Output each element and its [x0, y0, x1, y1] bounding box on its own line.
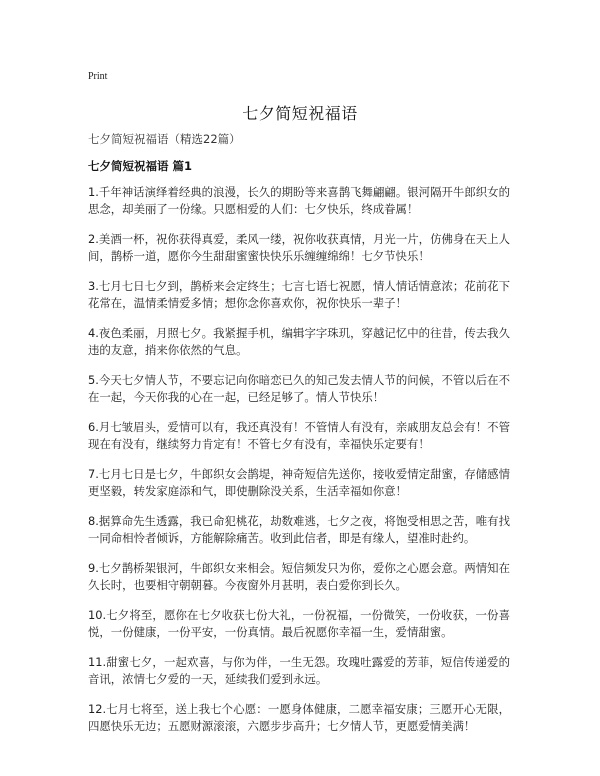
- paragraph-4: 4.夜色柔丽，月照七夕。我紧握手机，编辑字字珠玑，穿越记忆中的往昔，传去我久违的友意，捎来你依然的气息。: [88, 326, 510, 357]
- paragraph-1: 1.千年神话演绎着经典的浪漫，长久的期盼等来喜鹊飞舞翩翩。银河隔开牛郎织女的思念，却美丽了一份缘。只愿相爱的人们：七夕快乐，终成眷属！: [88, 185, 510, 216]
- paragraph-12: 12.七月七将至，送上我七个心愿：一愿身体健康，二愿幸福安康；三愿开心无限，四愿快乐无边；五愿财源滚滚，六愿步步高升；七夕情人节，更愿爱情美满！: [88, 702, 510, 733]
- print-label[interactable]: Print: [88, 71, 108, 82]
- paragraph-2: 2.美酒一杯，祝你获得真爱，柔风一缕，祝你收获真情，月光一片，仿佛身在天上人间，鹊桥一道，愿你今生甜甜蜜蜜快快乐乐缠缠绵绵！七夕节快乐！: [88, 232, 510, 263]
- paragraph-8: 8.据算命先生透露，我已命犯桃花，劫数难逃，七夕之夜，将饱受相思之苦，唯有找一同命相怜者倾诉，方能解除痛苦。收到此信者，即是有缘人，望准时赴约。: [88, 514, 510, 545]
- paragraph-7: 7.七月七日是七夕，牛郎织女会鹊堤，神奇短信先送你，接收爱情定甜蜜，存储感情更坚毅，转发家庭添和气，即使删除没关系，生活幸福如你意！: [88, 467, 510, 498]
- document-subtitle: 七夕简短祝福语（精选22篇）: [88, 132, 241, 146]
- section-heading: 七夕简短祝福语 篇1: [88, 159, 193, 173]
- document-title: 七夕简短祝福语: [242, 104, 358, 123]
- paragraph-5: 5.今天七夕情人节，不要忘记向你暗恋已久的知己发去情人节的问候，不管以后在不在一起，今天你我的心在一起，已经足够了。情人节快乐！: [88, 373, 510, 404]
- paragraph-6: 6.月七皱眉头，爱情可以有，我还真没有！不管情人有没有，亲戚朋友总会有！不管现在有没有，继续努力肯定有！不管七夕有没有，幸福快乐定要有！: [88, 420, 510, 451]
- paragraph-3: 3.七月七日七夕到，鹊桥来会定终生；七言七语七祝愿，情人情话情意浓；花前花下花常在，温情柔情爱多情；想你念你喜欢你，祝你快乐一辈子！: [88, 279, 510, 310]
- paragraph-list: [88, 184, 510, 748]
- paragraph-11: 11.甜蜜七夕，一起欢喜，与你为伴，一生无怨。玫瑰吐露爱的芳菲，短信传递爱的音讯，浓情七夕爱的一天，延续我们爱到永远。: [88, 655, 510, 686]
- paragraph-10: 10.七夕将至，愿你在七夕收获七份大礼，一份祝福，一份微笑，一份收获，一份喜悦，一份健康，一份平安，一份真情。最后祝愿你幸福一生，爱情甜蜜。: [88, 608, 510, 639]
- paragraph-9: 9.七夕鹊桥架银河，牛郎织女来相会。短信频发只为你，爱你之心愿会意。两情知在久长时，也要相守朝朝暮。今夜窗外月甚明，表白爱你到长久。: [88, 561, 510, 592]
